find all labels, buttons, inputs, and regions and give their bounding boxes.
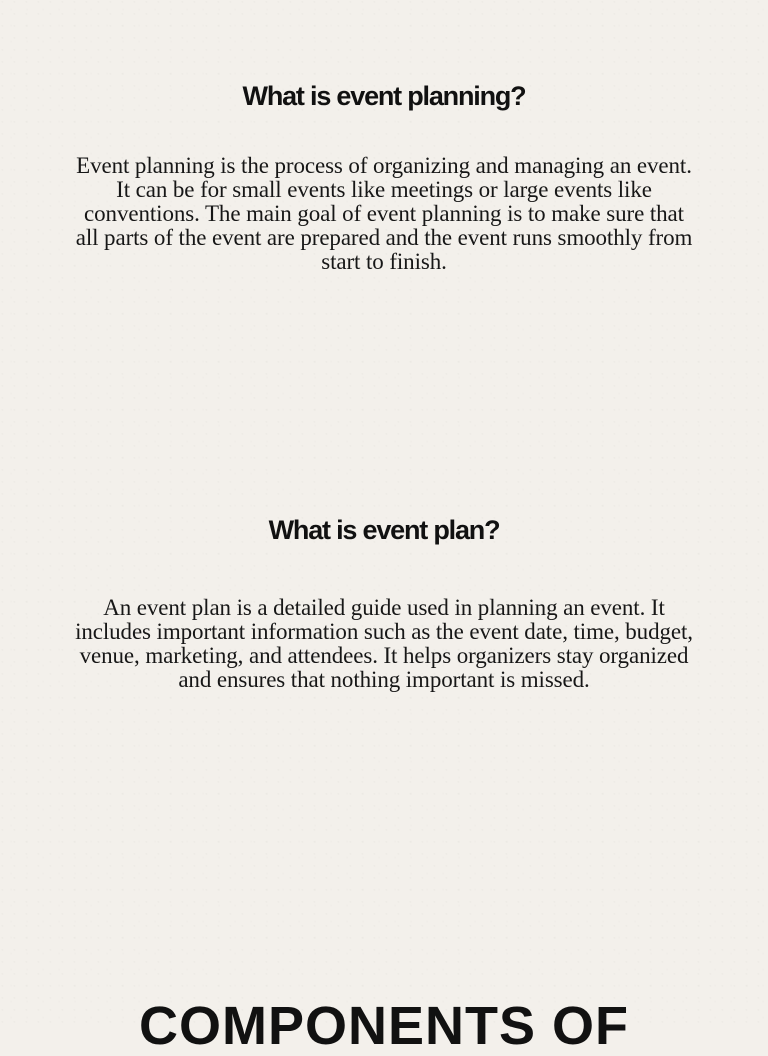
section-heading: What is event planning? bbox=[242, 81, 526, 111]
event-planning-section bbox=[0, 80, 768, 274]
event-plan-section bbox=[0, 514, 768, 692]
section-heading: COMPONENTS OF bbox=[138, 996, 629, 1056]
section-body: An event plan is a detailed guide used in planning an event. It includes important information such as the event date, time, budget, venue, marketing, and attendees. It helps organizers stay organized and ensures that nothing important is missed. bbox=[75, 595, 693, 692]
section-body: Event planning is the process of organizing and managing an event. It can be for small events like meetings or large events like conventions. The main goal of event planning is to make sure that all parts of the event are prepared and the event runs smoothly from start to finish. bbox=[75, 153, 693, 274]
section-heading: What is event plan? bbox=[268, 515, 500, 545]
components-section bbox=[0, 996, 768, 1056]
